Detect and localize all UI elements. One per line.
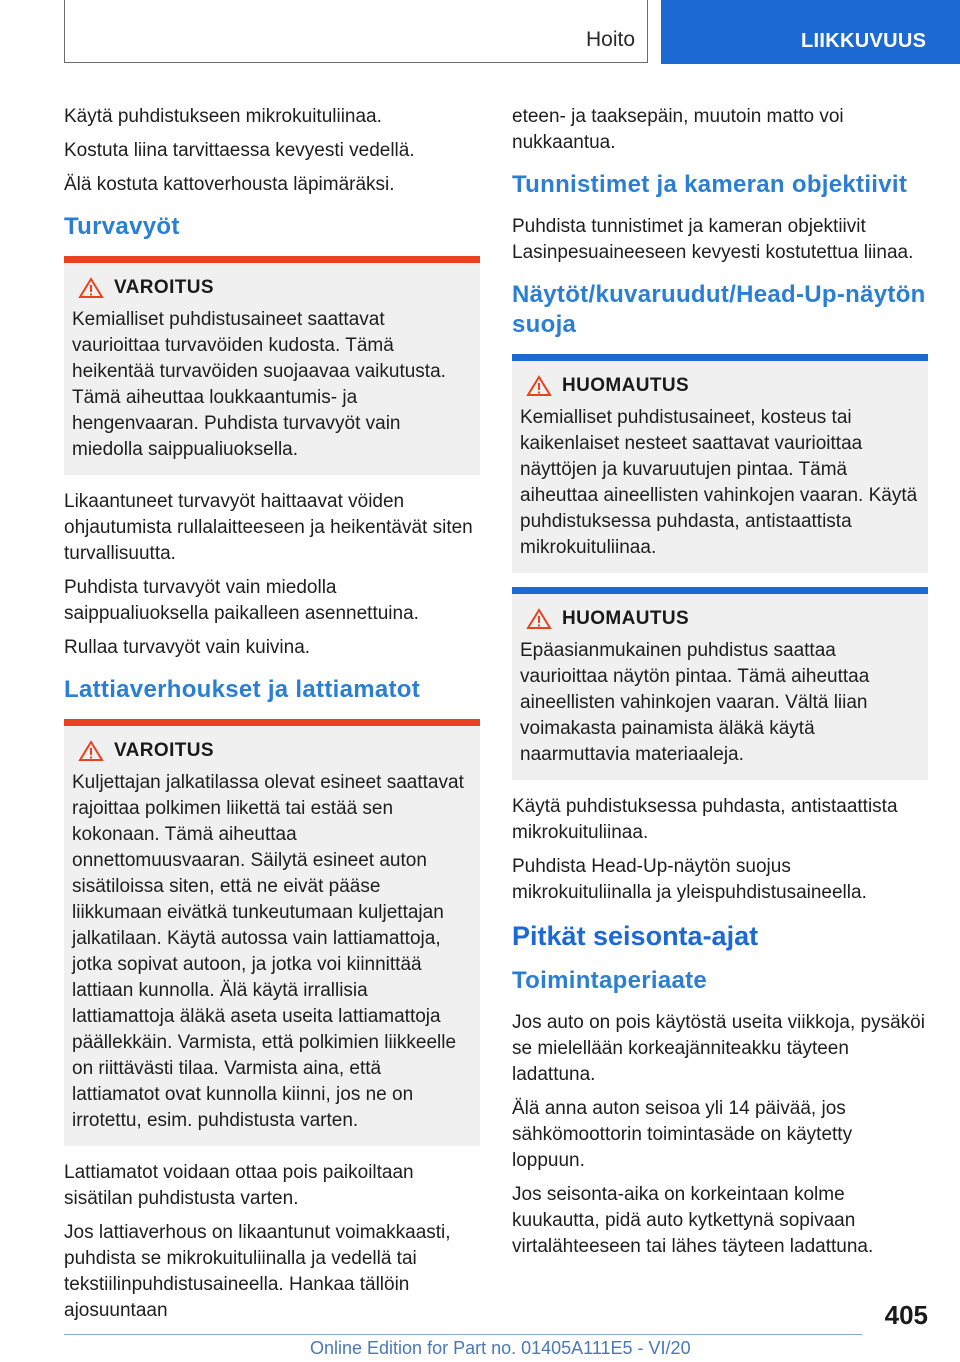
notice-bar: [512, 354, 928, 361]
edition-link[interactable]: Online Edition for Part no. 01405A111E5 - VI/20: [310, 1338, 691, 1358]
notice-text: Epäasianmukainen puhdistus saattaa vaurioittaa näytön pintaa. Tämä aiheuttaa aineellisten vahinkojen vaaran. Vältä liian voimakasta painamista äläkä käytä naarmuttavia materiaaleja.: [520, 640, 870, 765]
heading-sensors: Tunnistimet ja kameran objektiivit: [512, 171, 908, 198]
paragraph: Jos seisonta-aika on korkeintaan kolme kuukautta, pidä auto kytkettynä sopivaan virtalähteeseen tai lähes täyteen ladattuna.: [512, 1184, 874, 1257]
paragraph: Käytä puhdistukseen mikrokuituliinaa.: [64, 106, 382, 127]
warning-text: Kuljettajan jalkatilassa olevat esineet saattavat rajoittaa polkimen liikettä tai estää sen kokonaan. Tämä aiheuttaa onnettomuusvaaran. Säilytä esineet auton sisätiloissa siten, että ne eivät pääse liikkumaan eivätkä tunkeutumaan kuljettajan jalkatilaan. Käytä autossa vain lattiamattoja, jotka sopivat autoon, ja jotka voi kiinnittää lattiaan kunnolla. Älä käytä irrallisia lattiamattoja äläkä aseta useita lattiamattoja päällekkäin. Varmista, että polkimien liikkeelle on riittävästi tilaa. Varmista aina, että lattiamatot ovat kunnolla kiinni, jos ne on irrotettu, esim. puhdistusta varten.: [72, 772, 464, 1131]
footer-divider: [64, 1334, 862, 1335]
paragraph: Puhdista tunnistimet ja kameran objektiivit Lasinpesuaineeseen kevyesti kostutettua liinaa.: [512, 216, 914, 263]
paragraph: Käytä puhdistuksessa puhdasta, antistaattista mikrokuituliinaa.: [512, 796, 898, 843]
heading-floor: Lattiaverhoukset ja lattiamatot: [64, 676, 421, 703]
heading-principle: Toimintaperiaate: [512, 967, 708, 994]
page-header: [0, 0, 960, 66]
warning-bar: [64, 719, 480, 726]
page-number: 405: [884, 1300, 928, 1330]
warning-box: [64, 256, 480, 475]
left-column: [64, 104, 480, 1332]
paragraph: Puhdista Head-Up-näytön suojus mikrokuituliinalla ja yleispuhdistusaineella.: [512, 856, 867, 903]
warning-triangle-icon: [78, 277, 104, 299]
notice-title: HUOMAUTUS: [562, 608, 690, 629]
paragraph: Jos auto on pois käytöstä useita viikkoja, pysäköi se mielellään korkeajänniteakku täyteen ladattuna.: [512, 1012, 925, 1085]
paragraph: Rullaa turvavyöt vain kuivina.: [64, 637, 311, 658]
warning-triangle-icon: [78, 740, 104, 762]
paragraph: Puhdista turvavyöt vain miedolla saippualiuoksella paikalleen asennettuina.: [64, 577, 419, 624]
heading-long-standstill: Pitkät seisonta-ajat: [512, 921, 759, 951]
page-footer: [0, 1296, 960, 1362]
warning-title: VAROITUS: [114, 740, 214, 761]
heading-seatbelts: Turvavyöt: [64, 213, 180, 240]
paragraph: Lattiamatot voidaan ottaa pois paikoiltaan sisätilan puhdistusta varten.: [64, 1162, 414, 1209]
paragraph: Jos lattiaverhous on likaantunut voimakkaasti, puhdista se mikrokuituliinalla ja vedellä tai tekstiilinpuhdistusaineella. Hankaa tällöin ajosuuntaan: [64, 1222, 451, 1321]
notice-text: Kemialliset puhdistusaineet, kosteus tai kaikenlaiset nesteet saattavat vaurioittaa näyttöjen ja kuvaruutujen pintaa. Tämä aiheuttaa aineellisten vahinkojen vaaran. Käytä puhdistuksessa puhdasta, antistaattista mikrokuituliinaa.: [520, 407, 918, 558]
paragraph: Älä kostuta kattoverhousta läpimäräksi.: [64, 174, 395, 195]
chapter-tab: LIIKKUVUUS: [661, 0, 960, 64]
paragraph: Kostuta liina tarvittaessa kevyesti vedellä.: [64, 140, 415, 161]
section-box: [64, 0, 648, 63]
warning-bar: [64, 256, 480, 263]
paragraph: Likaantuneet turvavyöt haittaavat vöiden ohjautumista rullalaitteeseen ja heikentävät siten turvallisuutta.: [64, 491, 473, 564]
warning-text: Kemialliset puhdistusaineet saattavat vaurioittaa turvavöiden kudosta. Tämä heikentää turvavöiden suojaavaa vaikutusta. Tämä aiheuttaa loukkaantumis- ja hengenvaaran. Puhdista turvavyöt vain miedolla saippualiuoksella.: [72, 309, 446, 460]
warning-title: VAROITUS: [114, 277, 214, 298]
section-title: Hoito: [585, 28, 635, 51]
warning-triangle-icon: [526, 608, 552, 630]
notice-box: [512, 587, 928, 780]
notice-title: HUOMAUTUS: [562, 375, 690, 396]
paragraph: eteen- ja taaksepäin, muutoin matto voi nukkaantua.: [512, 106, 844, 153]
notice-bar: [512, 587, 928, 594]
warning-triangle-icon: [526, 375, 552, 397]
right-column: [512, 104, 928, 1268]
paragraph: Älä anna auton seisoa yli 14 päivää, jos sähkömoottorin toimintasäde on käytetty loppuun.: [512, 1098, 853, 1171]
heading-displays: Näytöt/kuvaruudut/Head-Up-näytön suoja: [512, 281, 926, 338]
warning-box: [64, 719, 480, 1146]
notice-box: [512, 354, 928, 573]
